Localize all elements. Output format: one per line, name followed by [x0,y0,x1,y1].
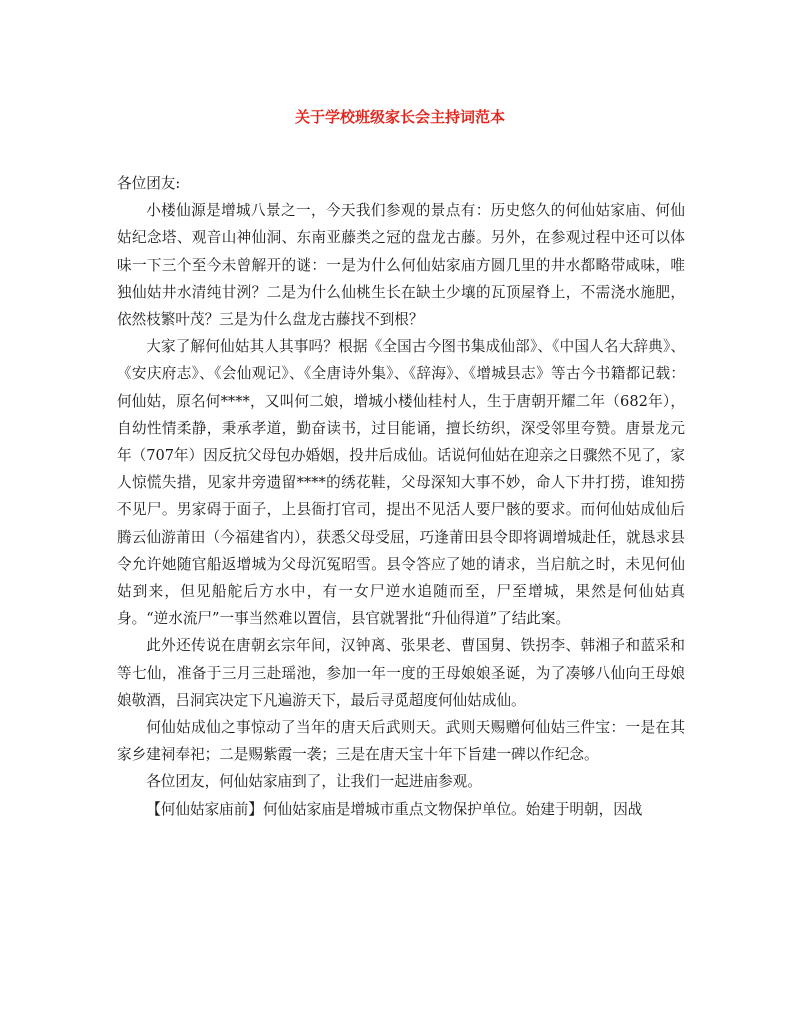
paragraph-5: 各位团友，何仙姑家庙到了，让我们一起进庙参观。 [146,773,482,791]
paragraph-2: 大家了解何仙姑其人其事吗？根据《全国古今图书集成仙部》、《中国人名大辞典》、《安庆府志》、《会仙观记》、《全唐诗外集》、《辞海》、《增城县志》等古今书籍都记载：何仙姑，原名何****，又叫何二娘，增城小楼仙桂村人，生于唐朝开耀二年（682年），自幼性情柔静，秉承孝道，勤奋读书，过目能诵，擅长纺织，深受邻里夸赞。唐景龙元年（707年）因反抗父母包办婚姻，投井后成仙。话说何仙姑在迎亲之日骤然不见了，家人惊慌失措，见家井旁遗留****的绣花鞋，父母深知大事不妙，命人下井打捞，谁知捞不见尸。男家碍于面子，上县衙打官司，提出不见活人要尸骸的要求。而何仙姑成仙后腾云仙游莆田（今福建省内），获悉父母受屈，巧逢莆田县令即将调增城赴任，就恳求县令允许她随官船返增城为父母沉冤昭雪。县令答应了她的请求，当启航之时，未见何仙姑到来，但见船舵后方水中，有一女尸逆水追随而至，尸至增城，果然是何仙姑真身。“逆水流尸”一事当然难以置信，县官就署批“升仙得道”了结此案。 [117,338,685,628]
document-body [117,170,685,823]
document-title: 关于学校班级家长会主持词范本 [294,108,505,126]
paragraph-1: 小楼仙源是增城八景之一，今天我们参观的景点有：历史悠久的何仙姑家庙、何仙姑纪念塔、观音山神仙洞、东南亚藤类之冠的盘龙古藤。另外，在参观过程中还可以体味一下三个至今未曾解开的谜：一是为什么何仙姑家庙方圆几里的井水都略带咸味，唯独仙姑井水清纯甘洌？二是为什么仙桃生长在缺土少壤的瓦顶屋脊上，不需浇水施肥，依然枝繁叶茂？三是为什么盘龙古藤找不到根？ [117,202,685,329]
salutation: 各位团友: [117,175,181,192]
paragraph-6: 【何仙姑家庙前】何仙姑家庙是增城市重点文物保护单位。始建于明朝，因战 [146,800,643,818]
paragraph-4: 何仙姑成仙之事惊动了当年的唐天后武则天。武则天赐赠何仙姑三件宝：一是在其家乡建祠奉祀；二是赐紫霞一袭；三是在唐天宝十年下旨建一碑以作纪念。 [117,719,685,764]
paragraph-3: 此外还传说在唐朝玄宗年间，汉钟离、张果老、曹国舅、铁拐李、韩湘子和蓝采和等七仙，准备于三月三赴瑶池，参加一年一度的王母娘娘圣诞，为了凑够八仙向王母娘娘敬酒，吕洞宾决定下凡遍游天下，最后寻觅超度何仙姑成仙。 [117,637,685,709]
